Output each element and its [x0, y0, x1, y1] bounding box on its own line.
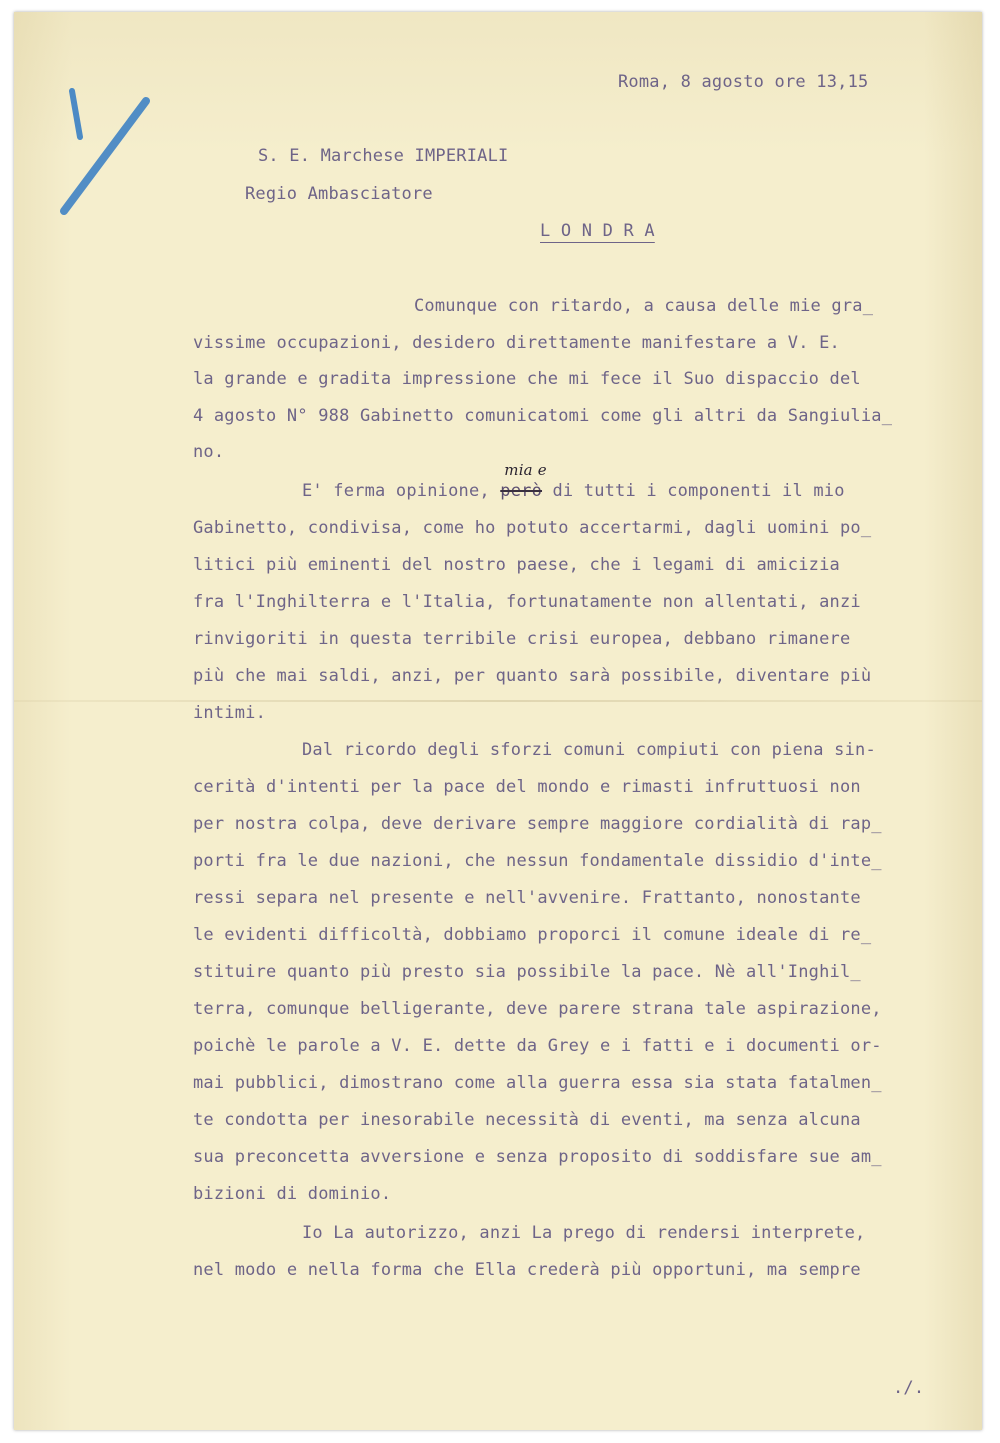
body-line: porti fra le due nazioni, che nessun fondamentale dissidio d'inte_	[193, 851, 882, 871]
handwritten-insertion: mia e	[504, 461, 547, 479]
body-line: più che mai saldi, anzi, per quanto sarà possibile, diventare più	[193, 666, 872, 686]
page-fold	[14, 700, 982, 702]
body-line: bizioni di dominio.	[193, 1184, 392, 1204]
body-line: litici più eminenti del nostro paese, che i legami di amicizia	[193, 555, 840, 575]
recipient-name: S. E. Marchese IMPERIALI	[258, 146, 509, 166]
continuation-mark: ./.	[893, 1378, 925, 1398]
body-line: nel modo e nella forma che Ella crederà più opportuni, ma sempre	[193, 1260, 861, 1280]
handwritten-correction	[500, 461, 547, 501]
body-line: poichè le parole a V. E. dette da Grey e i fatti e i documenti or-	[193, 1036, 882, 1056]
body-line: no.	[193, 442, 225, 462]
body-line: intimi.	[193, 703, 267, 723]
body-line: mai pubblici, dimostrano come alla guerra essa sia stata fatalmen_	[193, 1073, 882, 1093]
recipient-city: L O N D R A	[540, 221, 655, 241]
body-line: vissime occupazioni, desidero direttamente manifestare a V. E.	[193, 333, 840, 353]
blue-pencil-mark	[50, 85, 160, 225]
body-line: Dal ricordo degli sforzi comuni compiuti con piena sin-	[302, 740, 876, 760]
recipient-title: Regio Ambasciatore	[245, 184, 433, 204]
body-line: Io La autorizzo, anzi La prego di rendersi interprete,	[302, 1223, 866, 1243]
body-line: rinvigoriti in questa terribile crisi europea, debbano rimanere	[193, 629, 851, 649]
body-line: cerità d'intenti per la pace del mondo e rimasti infruttuosi non	[193, 777, 861, 797]
body-line: stituire quanto più presto sia possibile la pace. Nè all'Inghil_	[193, 962, 861, 982]
body-line: terra, comunque belligerante, deve parere strana tale aspirazione,	[193, 999, 882, 1019]
body-line: fra l'Inghilterra e l'Italia, fortunatamente non allentati, anzi	[193, 592, 861, 612]
body-line: 4 agosto N° 988 Gabinetto comunicatomi come gli altri da Sangiulia_	[193, 406, 893, 426]
body-text: di tutti i componenti il mio	[552, 481, 845, 501]
struck-word: però	[500, 481, 543, 501]
body-text: E' ferma opinione,	[302, 481, 490, 501]
body-line: sua preconcetta avversione e senza proposito di soddisfare sue am_	[193, 1147, 882, 1167]
body-line: la grande e gradita impressione che mi fece il Suo dispaccio del	[193, 369, 861, 389]
body-line: per nostra colpa, deve derivare sempre maggiore cordialità di rap_	[193, 814, 882, 834]
body-line: ressi separa nel presente e nell'avvenire. Frattanto, nonostante	[193, 888, 861, 908]
body-line: Comunque con ritardo, a causa delle mie gra_	[414, 296, 874, 316]
body-line: le evidenti difficoltà, dobbiamo proporci il comune ideale di re_	[193, 925, 872, 945]
body-line: te condotta per inesorabile necessità di eventi, ma senza alcuna	[193, 1110, 861, 1130]
dateline: Roma, 8 agosto ore 13,15	[618, 72, 869, 92]
body-line-with-correction	[302, 461, 845, 501]
body-line: Gabinetto, condivisa, come ho potuto accertarmi, dagli uomini po_	[193, 518, 872, 538]
